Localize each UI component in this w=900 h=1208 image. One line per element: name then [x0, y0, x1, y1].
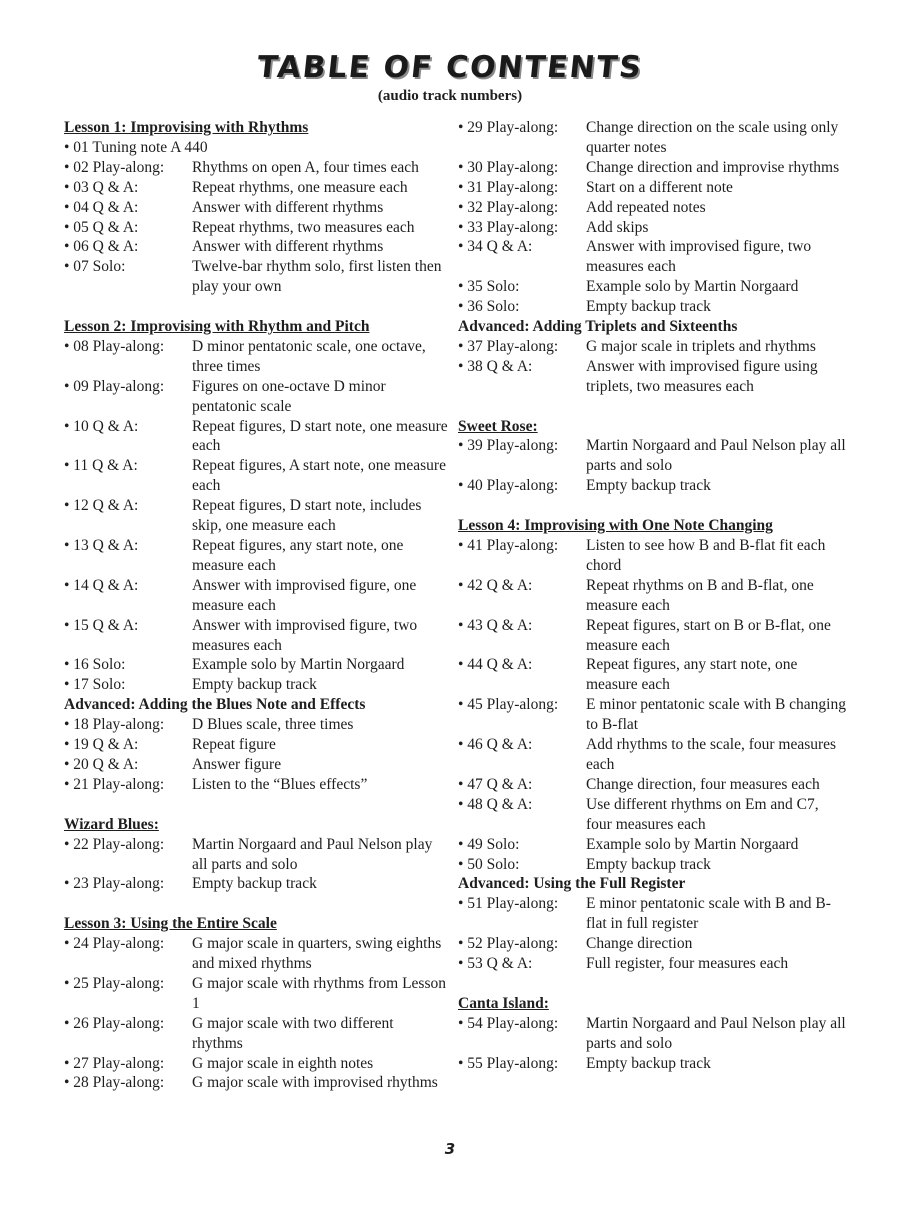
track-label: • 23 Play-along:	[64, 875, 165, 893]
toc-entry	[458, 655, 848, 695]
toc-entry	[458, 337, 848, 357]
track-description: Listen to the “Blues effects”	[192, 775, 368, 793]
track-description: Empty backup track	[192, 676, 317, 694]
toc-entry	[458, 855, 848, 875]
track-label: • 07 Solo:	[64, 258, 126, 276]
track-description: Listen to see how B and B-flat fit each chord	[586, 537, 826, 574]
track-description: Empty backup track	[586, 298, 711, 316]
toc-entry	[64, 974, 448, 1014]
toc-entry	[458, 795, 848, 835]
track-label: • 55 Play-along:	[458, 1054, 559, 1072]
track-description: Martin Norgaard and Paul Nelson play all parts and solo	[586, 437, 846, 475]
track-label: • 06 Q & A:	[64, 238, 139, 256]
track-description: Answer with improvised figure, two measures each	[192, 616, 418, 654]
toc-entry	[64, 715, 448, 735]
track-label: • 21 Play-along:	[64, 775, 165, 793]
toc-entry	[458, 775, 848, 795]
toc-column-left	[64, 118, 448, 1093]
track-description: Figures on one-octave D minor pentatonic scale	[192, 377, 386, 415]
toc-entry	[458, 536, 848, 576]
track-description: G major scale in triplets and rhythms	[586, 337, 816, 355]
track-description: E minor pentatonic scale with B changing to B-flat	[586, 696, 846, 734]
track-description: Repeat rhythms, two measures each	[192, 218, 415, 236]
track-label: • 36 Solo:	[458, 298, 520, 316]
track-description: Martin Norgaard and Paul Nelson play all parts and solo	[192, 835, 433, 873]
section-heading: Canta Island:	[458, 994, 549, 1012]
section-spacer	[458, 974, 848, 994]
track-description: Start on a different note	[586, 178, 733, 196]
track-description: Add repeated notes	[586, 198, 706, 216]
track-label: • 43 Q & A:	[458, 616, 533, 634]
track-description: Answer with improvised figure, one measure each	[192, 576, 417, 614]
track-description: G major scale with two different rhythms	[192, 1014, 394, 1052]
page-number: 3	[444, 1140, 456, 1158]
toc-entry	[458, 835, 848, 855]
track-description: Repeat figures, any start note, one measure each	[192, 537, 404, 574]
toc-entry	[64, 655, 448, 675]
track-label: • 46 Q & A:	[458, 736, 533, 754]
toc-entry	[64, 178, 448, 198]
track-description: Empty backup track	[586, 855, 711, 873]
track-label: • 28 Play-along:	[64, 1074, 165, 1092]
section-heading: Advanced: Adding the Blues Note and Effects	[64, 696, 366, 714]
toc-entry	[64, 835, 448, 875]
toc-entry	[458, 277, 848, 297]
toc-entry	[64, 158, 448, 178]
track-description: Example solo by Martin Norgaard	[586, 835, 799, 853]
track-label: • 54 Play-along:	[458, 1014, 559, 1032]
track-label: • 13 Q & A:	[64, 537, 139, 555]
section-heading: Lesson 4: Improvising with One Note Changing	[458, 517, 773, 535]
toc-entry	[64, 237, 448, 257]
track-label: • 41 Play-along:	[458, 537, 559, 554]
section-spacer	[458, 496, 848, 516]
toc-entry	[64, 1073, 448, 1093]
track-description: D Blues scale, three times	[192, 716, 354, 734]
toc-entry	[64, 138, 448, 158]
track-description: Answer with improvised figure using triplets, two measures each	[586, 357, 818, 395]
toc-column-right	[458, 118, 848, 1073]
track-label: • 01 Tuning note A 440	[64, 138, 208, 156]
track-label: • 42 Q & A:	[458, 576, 533, 594]
track-label: • 34 Q & A:	[458, 238, 533, 256]
track-description: Answer figure	[192, 755, 282, 773]
section-spacer	[458, 397, 848, 417]
track-label: • 32 Play-along:	[458, 198, 559, 216]
track-label: • 10 Q & A:	[64, 417, 139, 435]
toc-entry	[458, 357, 848, 397]
track-label: • 03 Q & A:	[64, 178, 139, 196]
track-label: • 26 Play-along:	[64, 1014, 165, 1032]
toc-entry	[64, 257, 448, 297]
track-label: • 27 Play-along:	[64, 1054, 165, 1072]
track-description: G major scale in eighth notes	[192, 1054, 374, 1072]
track-description: Repeat figures, start on B or B-flat, one measure each	[586, 616, 831, 654]
track-label: • 51 Play-along:	[458, 895, 559, 913]
track-description: Change direction	[586, 935, 693, 953]
track-description: Full register, four measures each	[586, 955, 789, 973]
track-description: Change direction and improvise rhythms	[586, 158, 840, 176]
toc-entry	[458, 436, 848, 476]
track-description: Repeat rhythms on B and B-flat, one measure each	[586, 576, 814, 614]
section-heading: Lesson 1: Improvising with Rhythms	[64, 119, 309, 136]
track-description: Twelve-bar rhythm solo, first listen then play your own	[192, 258, 442, 296]
section-spacer	[64, 795, 448, 815]
page-subtitle: (audio track numbers)	[377, 88, 523, 104]
track-label: • 31 Play-along:	[458, 178, 559, 196]
toc-entry	[64, 775, 448, 795]
toc-entry	[458, 237, 848, 277]
toc-entry	[458, 476, 848, 496]
track-label: • 05 Q & A:	[64, 218, 139, 236]
track-label: • 50 Solo:	[458, 855, 520, 873]
section-heading: Lesson 2: Improvising with Rhythm and Pitch	[64, 318, 370, 336]
toc-entry	[458, 198, 848, 218]
track-label: • 53 Q & A:	[458, 955, 533, 973]
track-description: E minor pentatonic scale with B and B-flat in full register	[586, 895, 831, 933]
track-description: Answer with different rhythms	[192, 238, 384, 256]
toc-entry	[64, 616, 448, 656]
toc-entry	[64, 417, 448, 457]
toc-entry	[458, 297, 848, 317]
toc-entry	[64, 755, 448, 775]
toc-entry	[458, 118, 848, 158]
track-label: • 25 Play-along:	[64, 974, 165, 992]
toc-entry	[64, 218, 448, 238]
track-description: Empty backup track	[586, 477, 711, 495]
track-description: Add rhythms to the scale, four measures each	[586, 736, 837, 773]
track-label: • 18 Play-along:	[64, 716, 165, 734]
track-label: • 14 Q & A:	[64, 576, 139, 594]
track-description: Add skips	[586, 218, 649, 236]
toc-entry	[64, 496, 448, 536]
track-description: Repeat rhythms, one measure each	[192, 178, 408, 196]
track-description: Answer with different rhythms	[192, 198, 384, 216]
track-description: Repeat figures, A start note, one measure each	[192, 457, 446, 495]
toc-entry	[64, 874, 448, 894]
track-label: • 52 Play-along:	[458, 935, 559, 953]
toc-entry	[64, 1054, 448, 1074]
track-description: Change direction, four measures each	[586, 775, 820, 793]
section-heading: Wizard Blues:	[64, 815, 159, 833]
track-label: • 09 Play-along:	[64, 377, 165, 395]
track-description: Martin Norgaard and Paul Nelson play all parts and solo	[586, 1014, 846, 1052]
track-label: • 22 Play-along:	[64, 835, 165, 853]
toc-entry	[64, 735, 448, 755]
track-description: Empty backup track	[192, 875, 317, 893]
track-description: Change direction on the scale using only quarter notes	[586, 119, 839, 156]
track-description: Repeat figures, D start note, includes skip, one measure each	[192, 497, 422, 535]
toc-entry	[458, 576, 848, 616]
track-description: G major scale in quarters, swing eighths and mixed rhythms	[192, 935, 442, 973]
toc-entry	[458, 954, 848, 974]
track-description: Example solo by Martin Norgaard	[586, 278, 799, 296]
toc-entry	[64, 456, 448, 496]
track-label: • 39 Play-along:	[458, 437, 559, 455]
toc-entry	[64, 576, 448, 616]
track-description: D minor pentatonic scale, one octave, three times	[192, 337, 426, 375]
toc-entry	[458, 1014, 848, 1054]
page-title: TABLE OF CONTENTS	[255, 50, 645, 85]
toc-entry	[64, 337, 448, 377]
track-label: • 16 Solo:	[64, 656, 126, 674]
section-heading: Lesson 3: Using the Entire Scale	[64, 915, 277, 933]
section-heading: Advanced: Adding Triplets and Sixteenths	[458, 318, 738, 336]
track-label: • 35 Solo:	[458, 278, 520, 296]
track-description: Empty backup track	[586, 1054, 711, 1072]
track-label: • 20 Q & A:	[64, 755, 139, 773]
toc-entry	[458, 178, 848, 198]
toc-entry	[64, 1014, 448, 1054]
track-description: G major scale with rhythms from Lesson 1	[192, 974, 446, 1012]
track-label: • 44 Q & A:	[458, 656, 533, 674]
track-description: Use different rhythms on Em and C7, four measures each	[586, 795, 819, 833]
toc-entry	[458, 616, 848, 656]
track-label: • 40 Play-along:	[458, 477, 559, 495]
track-description: G major scale with improvised rhythms	[192, 1074, 438, 1092]
track-label: • 04 Q & A:	[64, 198, 139, 216]
track-label: • 24 Play-along:	[64, 935, 165, 953]
track-description: Example solo by Martin Norgaard	[192, 656, 405, 674]
toc-entry	[64, 675, 448, 695]
toc-entry	[458, 934, 848, 954]
track-label: • 11 Q & A:	[64, 457, 138, 475]
toc-entry	[458, 1054, 848, 1074]
track-label: • 33 Play-along:	[458, 218, 559, 236]
track-label: • 49 Solo:	[458, 835, 520, 853]
track-description: Rhythms on open A, four times each	[192, 158, 419, 176]
track-label: • 38 Q & A:	[458, 357, 533, 375]
toc-entry	[458, 695, 848, 735]
track-label: • 19 Q & A:	[64, 736, 139, 754]
track-label: • 17 Solo:	[64, 676, 126, 694]
toc-entry	[458, 894, 848, 934]
track-label: • 45 Play-along:	[458, 696, 559, 714]
track-label: • 02 Play-along:	[64, 158, 165, 176]
track-description: Repeat figures, D start note, one measure each	[192, 417, 448, 455]
toc-entry	[64, 934, 448, 974]
track-label: • 29 Play-along:	[458, 119, 559, 136]
track-label: • 30 Play-along:	[458, 158, 559, 176]
track-description: Repeat figures, any start note, one measure each	[586, 656, 798, 694]
track-label: • 37 Play-along:	[458, 337, 559, 355]
toc-entry	[458, 158, 848, 178]
section-heading: Sweet Rose:	[458, 417, 538, 435]
section-spacer	[64, 894, 448, 914]
section-heading: Advanced: Using the Full Register	[458, 875, 686, 893]
toc-entry	[64, 198, 448, 218]
toc-entry	[64, 377, 448, 417]
track-label: • 47 Q & A:	[458, 775, 533, 793]
track-label: • 48 Q & A:	[458, 795, 533, 813]
track-description	[208, 138, 448, 158]
section-spacer	[64, 297, 448, 317]
toc-entry	[458, 735, 848, 775]
track-label: • 15 Q & A:	[64, 616, 139, 634]
toc-entry	[458, 218, 848, 238]
toc-entry	[64, 536, 448, 576]
track-label: • 12 Q & A:	[64, 497, 139, 515]
track-description: Repeat figure	[192, 736, 276, 754]
track-label: • 08 Play-along:	[64, 337, 165, 355]
track-description: Answer with improvised figure, two measures each	[586, 238, 812, 276]
